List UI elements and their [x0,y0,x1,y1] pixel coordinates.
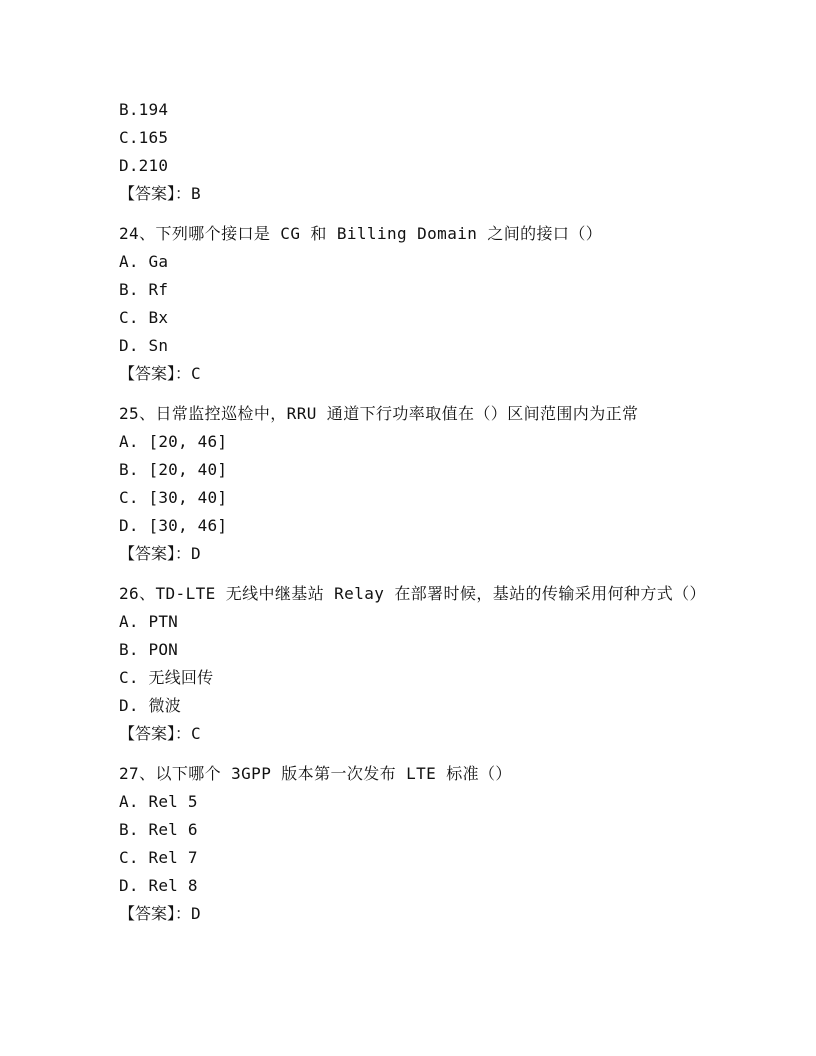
question-block [119,760,709,928]
option-line: D. Rel 8 [119,876,198,895]
option-line: D. [30, 46] [119,516,228,535]
answer-line: 【答案】：C [119,364,201,383]
option-line: A. Ga [119,252,169,271]
option-line: B.194 [119,100,169,119]
question-block [119,400,709,568]
option-line: A. [20, 46] [119,432,228,451]
option-line: D. 微波 [119,696,181,715]
option-line: B. Rel 6 [119,820,198,839]
answer-line: 【答案】：B [119,184,201,203]
option-line: D. Sn [119,336,169,355]
question-block [119,580,709,748]
option-line: C. Rel 7 [119,848,198,867]
option-line: C.165 [119,128,169,147]
answer-line: 【答案】：C [119,724,201,743]
option-line: B. [20, 40] [119,460,228,479]
question-stem: 25、日常监控巡检中，RRU 通道下行功率取值在（）区间范围内为正常 [119,404,639,423]
document-content [119,96,709,928]
option-line: B. PON [119,640,178,659]
question-stem: 24、下列哪个接口是 CG 和 Billing Domain 之间的接口（） [119,224,603,243]
answer-line: 【答案】：D [119,904,201,923]
answer-line: 【答案】：D [119,544,201,563]
question-stem: 26、TD-LTE 无线中继基站 Relay 在部署时候，基站的传输采用何种方式（） [119,584,706,603]
option-line: A. Rel 5 [119,792,198,811]
option-line: B. Rf [119,280,169,299]
question-stem: 27、以下哪个 3GPP 版本第一次发布 LTE 标准（） [119,764,512,783]
question-block [119,220,709,388]
option-line: A. PTN [119,612,178,631]
option-line: C. Bx [119,308,169,327]
option-line: C. [30, 40] [119,488,228,507]
option-line: D.210 [119,156,169,175]
option-line: C. 无线回传 [119,668,214,687]
